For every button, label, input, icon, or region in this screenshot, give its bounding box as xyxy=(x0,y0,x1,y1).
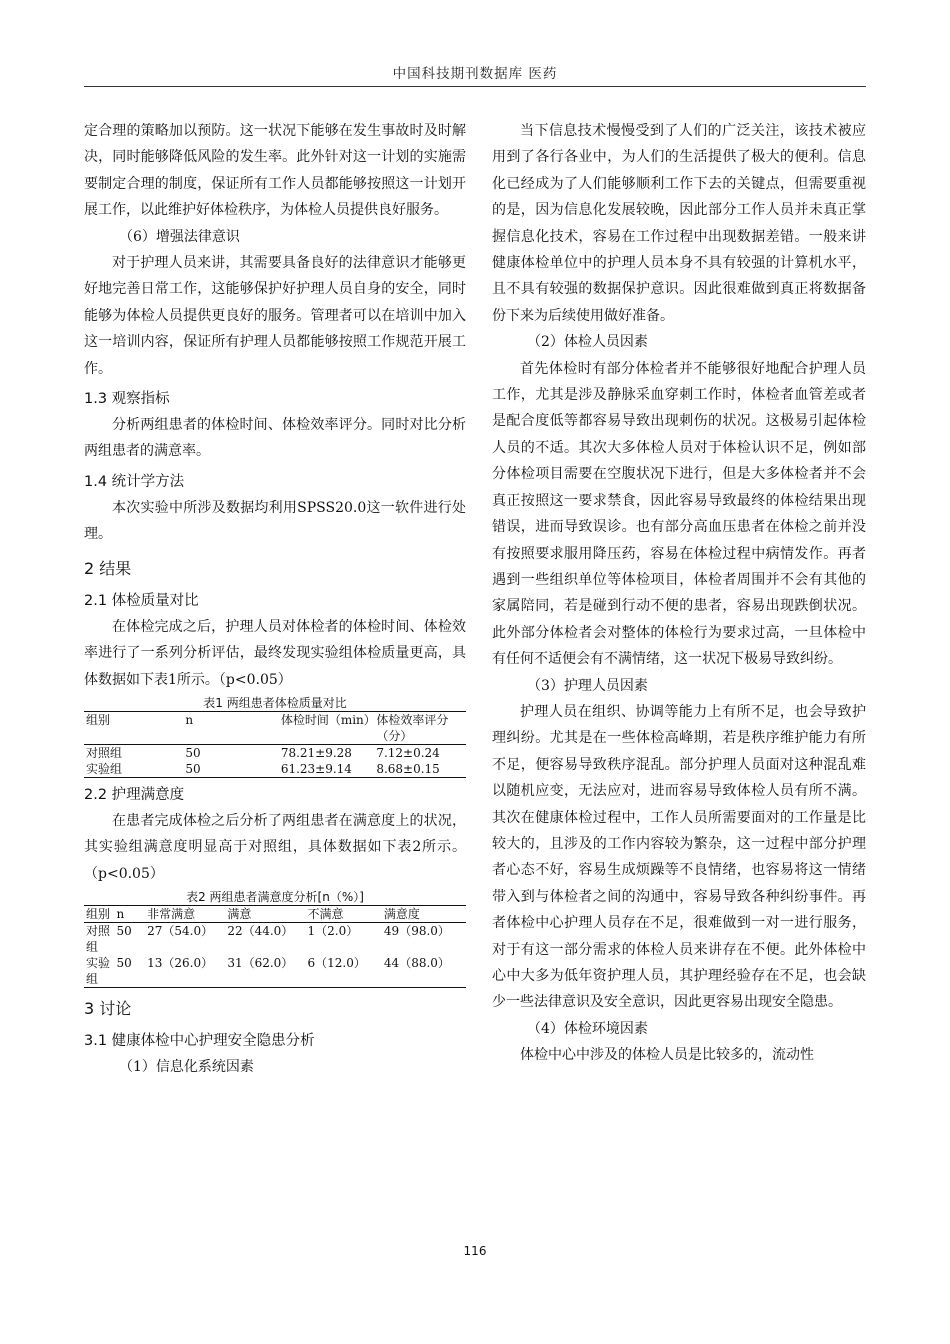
right-column xyxy=(492,118,866,1069)
section-heading: 1.3 观察指标 xyxy=(84,391,170,408)
table-cell: 50 xyxy=(185,745,201,760)
section-heading: 2.2 护理满意度 xyxy=(84,786,185,803)
table-2 xyxy=(84,905,466,988)
table-cell: 31（62.0） xyxy=(225,955,305,988)
table-cell: 实验组 xyxy=(84,955,115,988)
section-heading: 3.1 健康体检中心护理安全隐患分析 xyxy=(84,1033,315,1050)
header-rule xyxy=(84,86,866,87)
paragraph: 当下信息技术慢慢受到了人们的广泛关注，该技术被应用到了各行各业中，为人们的生活提供了极大的便利。信息化已经成为了人们能够顺利工作下去的关键点，但需要重视的是，因为信息化发展较晚，因此部分工作人员并未真正掌握信息化技术，容易在工作过程中出现数据差错。一般来讲健康体检单位中的护理人员本身不具有较强的计算机水平，且不具有较强的数据保护意识。因此很难做到真正将数据备份下来为后续使用做好准备。 xyxy=(492,123,866,324)
paragraph: 体检中心中涉及的体检人员是比较多的，流动性 xyxy=(520,1047,814,1064)
table-cell: 49（98.0） xyxy=(383,924,450,939)
table-cell: 50 xyxy=(183,761,279,778)
section-heading: 3 讨论 xyxy=(84,999,132,1019)
paragraph: 护理人员在组织、协调等能力上有所不足，也会导致护理纠纷。尤其是在一些体检高峰期，若是秩序维护能力有所不足，便容易导致秩序混乱。部分护理人员面对这种混乱难以随机应变，无法应对，进而容易导致体检人员有所不满。其次在健康体检过程中，工作人员所需要面对的工作量是比较大的，且涉及的工作内容较为繁杂，这一过程中部分护理者心态不好，容易生成烦躁等不良情绪，也容易将这一情绪带入到与体检者之间的沟通中，容易导致各种纠纷事件。再者体检中心护理人员存在不足，很难做到一对一进行服务，对于有这一部分需求的体检人员来讲存在不便。此外体检中心中大多为低年资护理人员，其护理经验存在不足，也会缺少一些法律意识及安全意识，因此更容易出现安全隐患。 xyxy=(492,703,866,1011)
table-cell: 13（26.0） xyxy=(145,955,225,988)
table-cell: 50 xyxy=(116,924,132,939)
section-heading: 2 结果 xyxy=(84,558,132,578)
table-cell: 61.23±9.14 xyxy=(279,761,375,778)
table-cell: 实验组 xyxy=(84,761,183,778)
table-header: 体检时间（min） xyxy=(279,711,375,744)
table-1 xyxy=(84,711,466,778)
table-header: 组别 xyxy=(84,711,183,744)
left-column xyxy=(84,118,466,1081)
section-heading: 1.4 统计学方法 xyxy=(84,473,185,490)
table-caption: 表1 两组患者体检质量对比 xyxy=(203,695,347,710)
table-cell: 8.68±0.15 xyxy=(374,761,466,778)
table-header: 满意度 xyxy=(382,906,466,923)
table-header: 不满意 xyxy=(306,906,382,923)
table-header: 满意 xyxy=(225,906,305,923)
table-header: 体检效率评分（分） xyxy=(374,711,466,744)
subsection-label: （2）体检人员因素 xyxy=(527,334,648,351)
paragraph: 定合理的策略加以预防。这一状况下能够在发生事故时及时解决，同时能够降低风险的发生率。此外针对这一计划的实施需要制定合理的制度，保证所有工作人员都能够按照这一计划开展工作，以此维护好体检秩序，为体检人员提供良好服务。 xyxy=(84,123,466,219)
page-number: 116 xyxy=(463,1244,487,1258)
table-cell: 27（54.0） xyxy=(147,924,214,939)
running-header: 中国科技期刊数据库 医药 xyxy=(392,66,558,82)
paragraph: 在体检完成之后，护理人员对体检者的体检时间、体检效率进行了一系列分析评估，最终发现实验组体检质量更高，具体数据如下表1所示。（p<0.05） xyxy=(84,618,466,688)
paragraph: 本次实验中所涉及数据均利用SPSS20.0这一软件进行处理。 xyxy=(84,499,466,543)
table-cell: 1（2.0） xyxy=(307,924,359,939)
table-header: 非常满意 xyxy=(145,906,225,923)
table-cell: 6（12.0） xyxy=(306,955,382,988)
table-cell: 78.21±9.28 xyxy=(280,745,352,760)
subsection-label: （6）增强法律意识 xyxy=(119,228,240,245)
table-header: n xyxy=(115,906,146,923)
table-cell: 22（44.0） xyxy=(227,924,294,939)
subsection-label: （3）护理人员因素 xyxy=(527,677,648,694)
table-header: n xyxy=(183,711,279,744)
table-cell: 50 xyxy=(115,955,146,988)
table-header: 组别 xyxy=(84,906,115,923)
table-cell: 44（88.0） xyxy=(382,955,466,988)
subsection-label: （1）信息化系统因素 xyxy=(119,1059,254,1076)
table-cell: 对照组 xyxy=(86,924,111,955)
section-heading: 2.1 体检质量对比 xyxy=(84,592,199,609)
table-caption: 表2 两组患者满意度分析[n（%）] xyxy=(186,890,364,905)
paragraph: 对于护理人员来讲，其需要具备良好的法律意识才能够更好地完善日常工作，这能够保护好护理人员自身的安全，同时能够为体检人员提供更良好的服务。管理者可以在培训中加入这一培训内容，保证所有护理人员都能够按照工作规范开展工作。 xyxy=(84,255,466,377)
paragraph: 在患者完成体检之后分析了两组患者在满意度上的状况，其实验组满意度明显高于对照组，具体数据如下表2所示。（p<0.05） xyxy=(84,812,466,882)
table-cell: 对照组 xyxy=(86,745,123,760)
table-cell: 7.12±0.24 xyxy=(376,745,440,760)
paragraph: 分析两组患者的体检时间、体检效率评分。同时对比分析两组患者的满意率。 xyxy=(84,417,466,460)
paragraph: 首先体检时有部分体检者并不能够很好地配合护理人员工作，尤其是涉及静脉采血穿刺工作时，体检者血管差或者是配合度低等都容易导致出现刺伤的状况。这极易引起体检人员的不适。其次大多体检人员对于体检认识不足，例如部分体检项目需要在空腹状况下进行，但是大多体检者并不会真正按照这一要求禁食，因此容易导致最终的体检结果出现错误，进而导致误诊。也有部分高血压患者在体检之前并没有按照要求服用降压药，容易在体检过程中病情发作。再者遇到一些组织单位等体检项目，体检者周围并不会有其他的家属陪同，若是碰到行动不便的患者，容易出现跌倒状况。此外部分体检者会对整体的体检行为要求过高，一旦体检中有任何不适便会有不满情绪，这一状况下极易导致纠纷。 xyxy=(492,360,866,668)
subsection-label: （4）体检环境因素 xyxy=(527,1020,648,1037)
